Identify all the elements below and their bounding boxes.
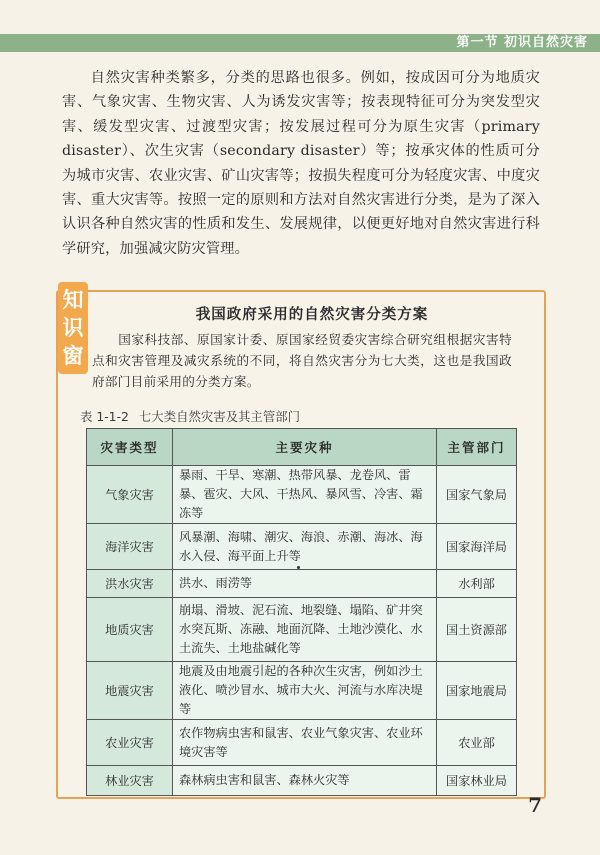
department-cell: 国家海洋局 bbox=[437, 524, 517, 570]
table-row bbox=[87, 570, 517, 598]
header-main-species: 主要灾种 bbox=[173, 429, 437, 466]
table-row bbox=[87, 662, 517, 720]
department-cell: 农业部 bbox=[437, 720, 517, 766]
hazard-species-cell: 地震及由地震引起的各种次生灾害，例如沙土液化、喷沙冒水、城市大火、河流与水库决堤等 bbox=[173, 662, 437, 720]
table-row bbox=[87, 720, 517, 766]
knowledge-window-tag bbox=[58, 282, 88, 374]
header-band bbox=[0, 34, 600, 52]
hazard-type-cell: 农业灾害 bbox=[87, 720, 173, 766]
department-cell: 国土资源部 bbox=[437, 598, 517, 662]
table-row bbox=[87, 466, 517, 524]
table-caption bbox=[80, 407, 300, 425]
hazard-type-cell: 地质灾害 bbox=[87, 598, 173, 662]
hazard-species-cell: 森林病虫害和鼠害、森林火灾等 bbox=[173, 766, 437, 796]
hazard-type-cell: 洪水灾害 bbox=[87, 570, 173, 598]
hazard-species-cell: 风暴潮、海啸、潮灾、海浪、赤潮、海冰、海水入侵、海平面上升等 bbox=[173, 524, 437, 570]
intro-text: 国家科技部、原国家计委、原国家经贸委灾害综合研究组根据灾害特点和灾害管理及减灾系统的不同，将自然灾害分为七大类，这也是我国政府部门目前采用的分类方案。 bbox=[92, 332, 512, 389]
hazard-type-cell: 海洋灾害 bbox=[87, 524, 173, 570]
tag-char-3: 窗 bbox=[62, 343, 84, 368]
knowledge-window-title: 我国政府采用的自然灾害分类方案 bbox=[195, 306, 429, 323]
table-row bbox=[87, 766, 517, 796]
department-cell: 国家气象局 bbox=[437, 466, 517, 524]
page-number: 7 bbox=[528, 793, 542, 817]
department-cell: 国家地震局 bbox=[437, 662, 517, 720]
hazard-table bbox=[86, 428, 517, 796]
header-department: 主管部门 bbox=[437, 429, 517, 466]
section-title: 第一节 初识自然灾害 bbox=[456, 35, 588, 50]
body-paragraph bbox=[62, 66, 540, 261]
hazard-type-cell: 气象灾害 bbox=[87, 466, 173, 524]
hazard-species-cell: 暴雨、干旱、寒潮、热带风暴、龙卷风、雷暴、雹灾、大风、干热风、暴风雪、冷害、霜冻等 bbox=[173, 466, 437, 524]
paragraph-text: 自然灾害种类繁多，分类的思路也很多。例如，按成因可分为地质灾害、气象灾害、生物灾害、人为诱发灾害等；按表现特征可分为突发型灾害、缓发型灾害、过渡型灾害；按发展过程可分为原生灾害（primary disaster）、次生灾害（secondary disaster）等；按承灾体的性质可分为城市灾害、农业灾害、矿山灾害等；按损失程度可分为轻度灾害、中度灾害、重大灾害等。按照一定的原则和方法对自然灾害进行分类，是为了深入认识各种自然灾害的性质和发生、发展规律，以便更好地对自然灾害进行科学研究，加强减灾防灾管理。 bbox=[62, 70, 540, 257]
hazard-type-cell: 地震灾害 bbox=[87, 662, 173, 720]
table-header-row bbox=[87, 429, 517, 466]
knowledge-window-intro bbox=[92, 329, 512, 392]
tag-char-1: 知 bbox=[62, 287, 84, 312]
header-hazard-type: 灾害类型 bbox=[87, 429, 173, 466]
hazard-species-cell: 农作物病虫害和鼠害、农业气象灾害、农业环境灾害等 bbox=[173, 720, 437, 766]
stray-dot bbox=[297, 566, 300, 569]
department-cell: 水利部 bbox=[437, 570, 517, 598]
hazard-species-cell: 洪水、雨涝等 bbox=[173, 570, 437, 598]
table-row bbox=[87, 524, 517, 570]
department-cell: 国家林业局 bbox=[437, 766, 517, 796]
table-row bbox=[87, 598, 517, 662]
table-caption-text: 七大类自然灾害及其主管部门 bbox=[138, 409, 300, 424]
table-caption-number: 表 1-1-2 bbox=[80, 409, 129, 424]
tag-char-2: 识 bbox=[62, 315, 84, 340]
hazard-species-cell: 崩塌、滑坡、泥石流、地裂缝、塌陷、矿井突水突瓦斯、冻融、地面沉降、土地沙漠化、水土流失、土地盐碱化等 bbox=[173, 598, 437, 662]
hazard-type-cell: 林业灾害 bbox=[87, 766, 173, 796]
